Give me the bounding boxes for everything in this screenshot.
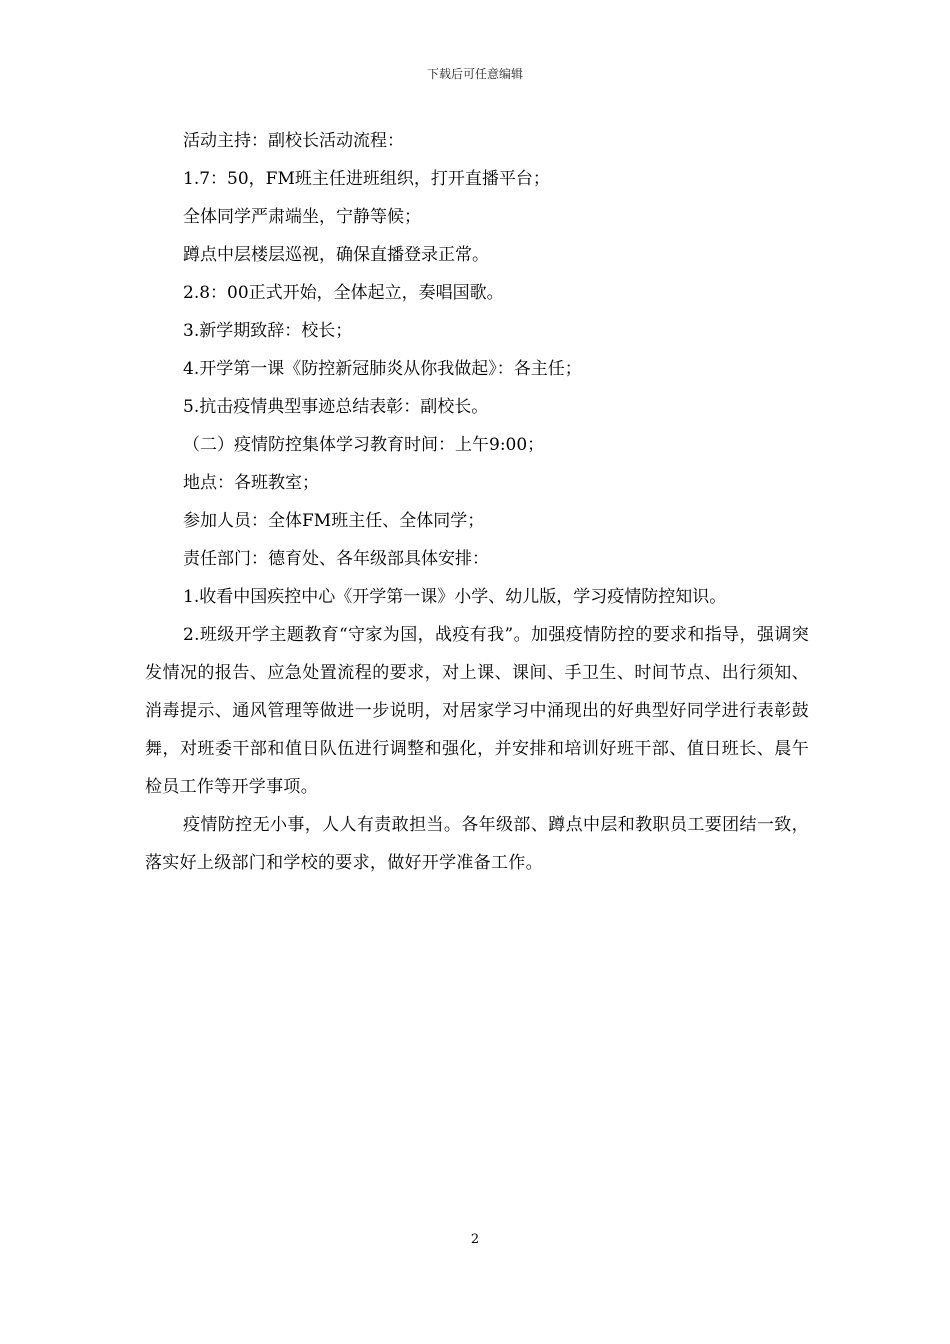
responsible-dept-line: 责任部门：德育处、各年级部具体安排： bbox=[183, 549, 489, 569]
page-number: 2 bbox=[470, 1232, 480, 1247]
flow-step-1-detail-b: 蹲点中层楼层巡视，确保直播登录正常。 bbox=[183, 245, 489, 265]
flow-step-3: 3.新学期致辞：校长； bbox=[183, 321, 353, 341]
participants-line: 参加人员：全体FM班主任、全体同学； bbox=[183, 511, 485, 531]
closing-paragraph: 疫情防控无小事，人人有责敢担当。各年级部、蹲点中层和教职员工要团结一致，落实好上级部门和学校的要求，做好开学准备工作。 bbox=[145, 815, 809, 873]
arrangement-item-1: 1.收看中国疾控中心《开学第一课》小学、幼儿版，学习疫情防控知识。 bbox=[183, 587, 727, 607]
header-note: 下载后可任意编辑 bbox=[426, 67, 523, 81]
location-line: 地点：各班教室； bbox=[183, 473, 319, 493]
document-body bbox=[145, 122, 809, 882]
activity-host-line: 活动主持：副校长活动流程： bbox=[183, 131, 404, 151]
arrangement-item-2: 2.班级开学主题教育“守家为国，战疫有我”。加强疫情防控的要求和指导，强调突发情况的报告、应急处置流程的要求，对上课、课间、手卫生、时间节点、出行须知、消毒提示、通风管理等做进一步说明，对居家学习中涌现出的好典型好同学进行表彰鼓舞，对班委干部和值日队伍进行调整和强化，并安排和培训好班干部、值日班长、晨午检员工作等开学事项。 bbox=[145, 625, 809, 797]
flow-step-2: 2.8：00正式开始，全体起立，奏唱国歌。 bbox=[183, 283, 504, 303]
section-2-heading: （二）疫情防控集体学习教育时间：上午9:00； bbox=[183, 435, 545, 455]
flow-step-1: 1.7：50，FM班主任进班组织，打开直播平台； bbox=[183, 169, 550, 189]
flow-step-1-detail-a: 全体同学严肃端坐，宁静等候； bbox=[183, 207, 421, 227]
flow-step-5: 5.抗击疫情典型事迹总结表彰：副校长。 bbox=[183, 397, 489, 417]
flow-step-4: 4.开学第一课《防控新冠肺炎从你我做起》：各主任； bbox=[183, 359, 582, 379]
